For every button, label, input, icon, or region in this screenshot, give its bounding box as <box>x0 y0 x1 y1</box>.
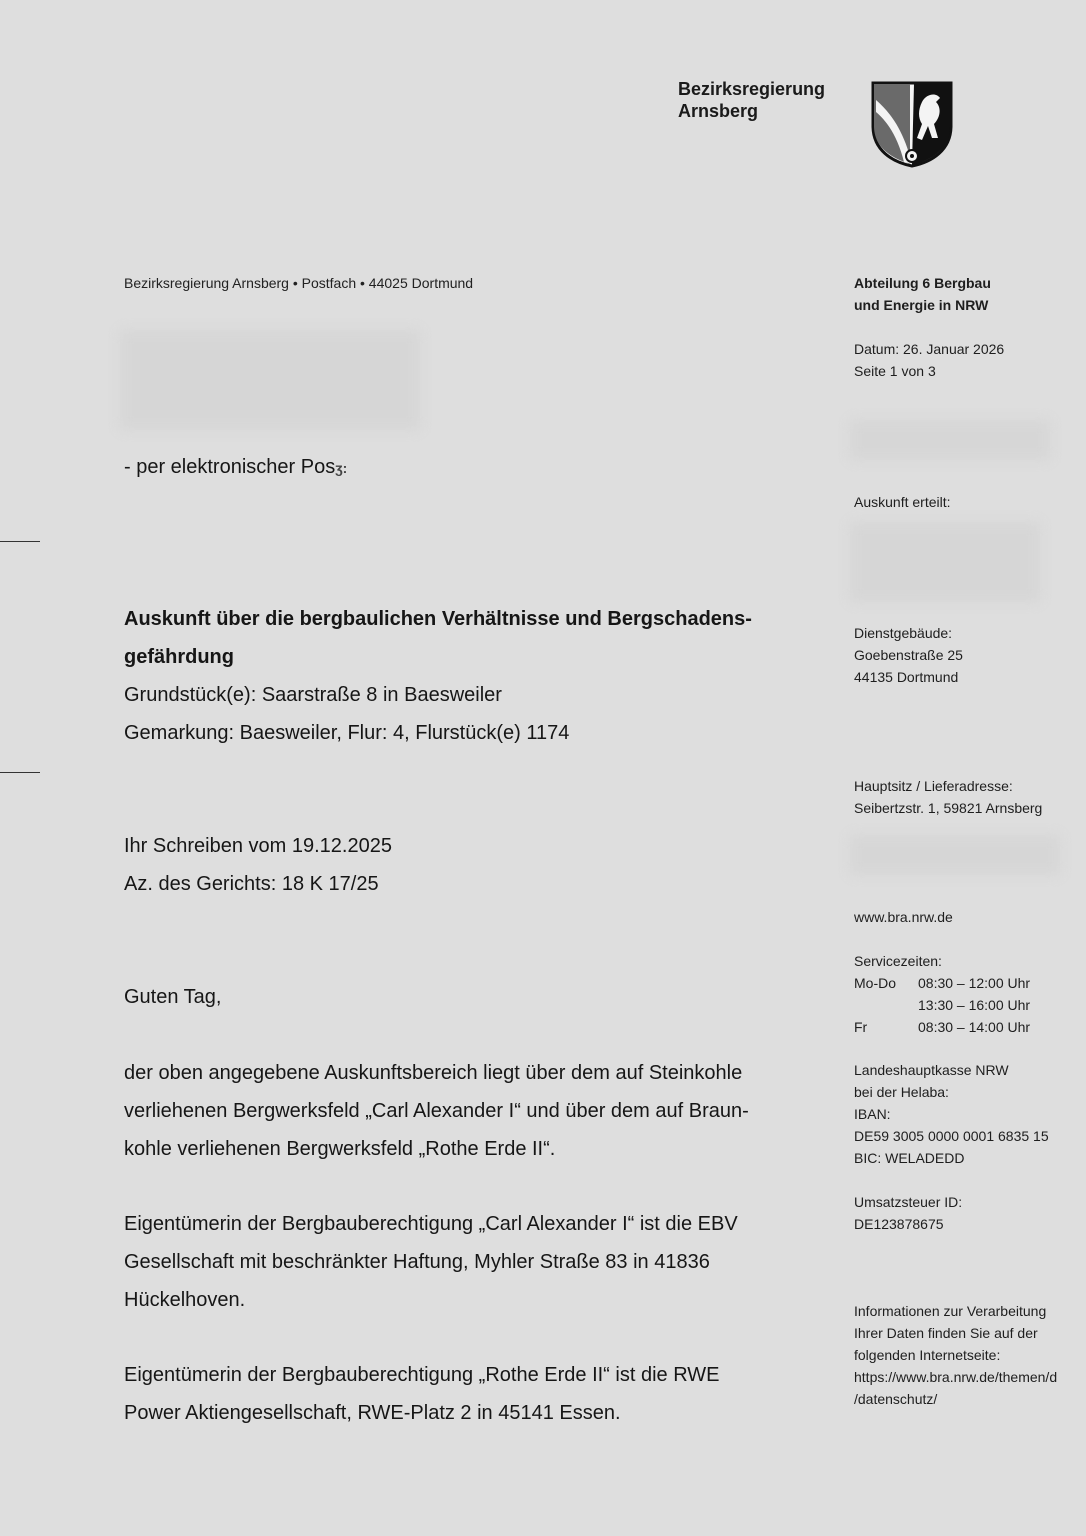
subject-title-line2: gefährdung <box>124 646 234 668</box>
office-city: 44135 Dortmund <box>854 669 959 685</box>
org-name-line2: Arnsberg <box>678 101 759 121</box>
letter-date: Datum: 26. Januar 2026 <box>854 341 1005 357</box>
redacted-phone-block <box>850 835 1060 875</box>
website: www.bra.nrw.de <box>854 909 953 925</box>
greeting: Guten Tag, <box>124 986 222 1008</box>
paragraph-line: der oben angegebene Auskunftsbereich liegt über dem auf Steinkohle <box>124 1062 743 1084</box>
hq-label: Hauptsitz / Lieferadresse: <box>854 778 1013 794</box>
service-time: 13:30 – 16:00 Uhr <box>918 997 1031 1013</box>
service-hours <box>854 950 1030 1038</box>
fold-mark-top <box>0 541 40 542</box>
privacy-link[interactable]: https://www.bra.nrw.de/themen/d <box>854 1369 1058 1385</box>
privacy-notice <box>854 1300 1057 1410</box>
paragraph-line: Power Aktiengesellschaft, RWE-Platz 2 in 45141 Essen. <box>124 1402 621 1424</box>
office-address <box>854 622 963 688</box>
department-name <box>854 272 991 316</box>
office-street: Goebenstraße 25 <box>854 647 963 663</box>
tax-id-block <box>854 1191 962 1235</box>
paragraph-line: kohle verliehenen Bergwerksfeld „Rothe Erde II“. <box>124 1138 556 1160</box>
redacted-contact-person <box>850 522 1040 602</box>
redacted-reference-line <box>850 420 1050 460</box>
service-row <box>854 1016 1030 1038</box>
service-day: Fr <box>854 1019 868 1035</box>
paragraph-line: Hückelhoven. <box>124 1289 246 1311</box>
service-day <box>854 994 918 1016</box>
redacted-recipient-address <box>120 330 420 430</box>
reference-block <box>124 827 392 903</box>
bank-sub: bei der Helaba: <box>854 1084 949 1100</box>
iban: DE59 3005 0000 0001 6835 15 <box>854 1128 1049 1144</box>
privacy-line: Ihrer Daten finden Sie auf der <box>854 1325 1038 1341</box>
delivery-note <box>124 456 347 479</box>
service-row <box>854 972 1030 994</box>
reference-letter-date: Ihr Schreiben vom 19.12.2025 <box>124 835 392 857</box>
bank-details <box>854 1059 1049 1169</box>
privacy-line: folgenden Internetseite: <box>854 1347 1001 1363</box>
letter-subject <box>124 600 824 752</box>
hq-address: Seibertzstr. 1, 59821 Arnsberg <box>854 800 1043 816</box>
body-paragraph-2 <box>124 1205 824 1319</box>
body-paragraph-3 <box>124 1356 824 1432</box>
nrw-coat-of-arms-icon <box>870 80 954 168</box>
delivery-note-text: - per elektronischer Pos <box>124 456 336 478</box>
contact-label: Auskunft erteilt: <box>854 494 951 510</box>
subject-property: Grundstück(e): Saarstraße 8 in Baesweiler <box>124 684 502 706</box>
body-paragraph-1 <box>124 1054 824 1168</box>
paragraph-line: Eigentümerin der Bergbauberechtigung „Carl Alexander I“ ist die EBV <box>124 1213 738 1235</box>
page-indicator: Seite 1 von 3 <box>854 363 936 379</box>
organization-name <box>678 78 825 122</box>
reference-court-number: Az. des Gerichts: 18 K 17/25 <box>124 873 379 895</box>
scan-smudge: ʒ: <box>335 460 348 476</box>
service-time: 08:30 – 14:00 Uhr <box>918 1019 1031 1035</box>
service-row <box>854 994 1030 1016</box>
subject-title-line1: Auskunft über die bergbaulichen Verhältnisse und Bergschadens- <box>124 608 752 630</box>
sender-address-line: Bezirksregierung Arnsberg • Postfach • 44025 Dortmund <box>124 275 474 291</box>
privacy-link-continued[interactable]: /datenschutz/ <box>854 1391 938 1407</box>
fold-mark-bottom <box>0 772 40 773</box>
service-label: Servicezeiten: <box>854 953 942 969</box>
subject-parcel: Gemarkung: Baesweiler, Flur: 4, Flurstück(e) 1174 <box>124 722 570 744</box>
iban-label: IBAN: <box>854 1106 891 1122</box>
service-time: 08:30 – 12:00 Uhr <box>918 975 1031 991</box>
org-name-line1: Bezirksregierung <box>678 79 826 99</box>
headquarters-address <box>854 775 1042 819</box>
department-line1: Abteilung 6 Bergbau <box>854 275 991 291</box>
department-line2: und Energie in NRW <box>854 297 989 313</box>
letter-meta <box>854 338 1004 382</box>
paragraph-line: verliehenen Bergwerksfeld „Carl Alexander I“ und über dem auf Braun- <box>124 1100 749 1122</box>
tax-id: DE123878675 <box>854 1216 944 1232</box>
privacy-line: Informationen zur Verarbeitung <box>854 1303 1047 1319</box>
bank-name: Landeshauptkasse NRW <box>854 1062 1009 1078</box>
paragraph-line: Eigentümerin der Bergbauberechtigung „Rothe Erde II“ ist die RWE <box>124 1364 720 1386</box>
tax-label: Umsatzsteuer ID: <box>854 1194 963 1210</box>
paragraph-line: Gesellschaft mit beschränkter Haftung, Myhler Straße 83 in 41836 <box>124 1251 710 1273</box>
service-day: Mo-Do <box>854 975 897 991</box>
bic: BIC: WELADEDD <box>854 1150 965 1166</box>
office-label: Dienstgebäude: <box>854 625 953 641</box>
